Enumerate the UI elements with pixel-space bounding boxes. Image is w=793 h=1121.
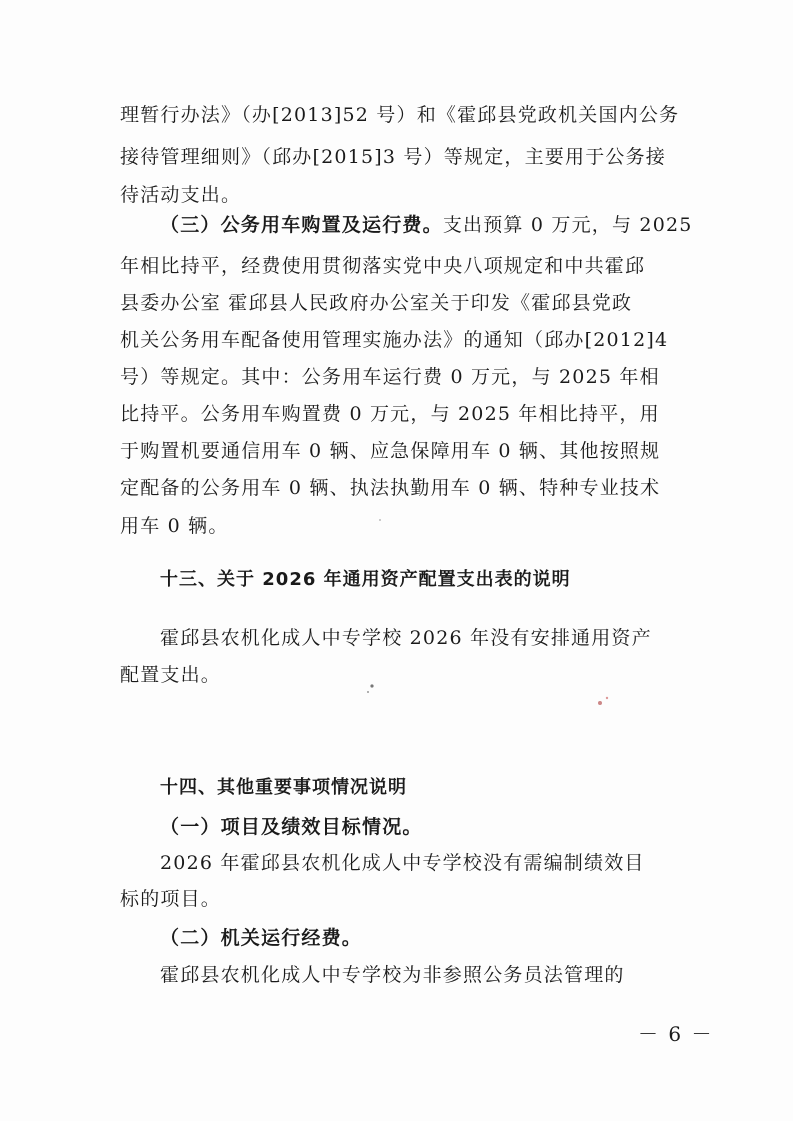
paragraph-line: 号）等规定。其中：公务用车运行费 0 万元，与 2025 年相 (120, 366, 660, 388)
paragraph-line: 用车 0 辆。 (120, 515, 229, 537)
paragraph-line: 标的项目。 (120, 888, 222, 910)
paragraph-line: 县委办公室 霍邱县人民政府办公室关于印发《霍邱县党政 (120, 292, 633, 314)
paragraph-line: 待活动支出。 (120, 184, 242, 206)
paragraph-line: 理暂行办法》（办[2013]52 号）和《霍邱县党政机关国内公务 (120, 104, 680, 126)
paragraph-text: 支出预算 0 万元，与 2025 (442, 214, 693, 236)
paragraph-line: 配置支出。 (120, 664, 222, 686)
paragraph-line: 年相比持平，经费使用贯彻落实党中央八项规定和中共霍邱 (120, 255, 646, 277)
subsection-heading-2: （二）机关运行经费。 (160, 927, 363, 949)
subsection-heading-1: （一）项目及绩效目标情况。 (160, 816, 423, 838)
paragraph-line: 比持平。公务用车购置费 0 万元，与 2025 年相比持平，用 (120, 403, 660, 425)
subsection-lead: （三）公务用车购置及运行费。 (160, 214, 443, 236)
page-number: － 6 － (638, 1022, 714, 1046)
paragraph-first-line (160, 213, 693, 237)
section-heading-14: 十四、其他重要事项情况说明 (160, 777, 407, 798)
paragraph-first-line: 霍邱县农机化成人中专学校为非参照公务员法管理的 (160, 964, 625, 986)
paragraph-line: 于购置机要通信用车 0 辆、应急保障用车 0 辆、其他按照规 (120, 440, 661, 462)
paragraph-line: 接待管理细则》（邱办[2015]3 号）等规定，主要用于公务接 (120, 146, 667, 168)
section-heading-13: 十三、关于 2026 年通用资产配置支出表的说明 (160, 569, 571, 590)
paragraph-line: 机关公务用车配备使用管理实施办法》的通知（邱办[2012]4 (120, 329, 669, 351)
paragraph-first-line: 2026 年霍邱县农机化成人中专学校没有需编制绩效目 (160, 852, 645, 874)
paragraph-line: 定配备的公务用车 0 辆、执法执勤用车 0 辆、特种专业技术 (120, 477, 661, 499)
paragraph-first-line: 霍邱县农机化成人中专学校 2026 年没有安排通用资产 (160, 627, 652, 649)
